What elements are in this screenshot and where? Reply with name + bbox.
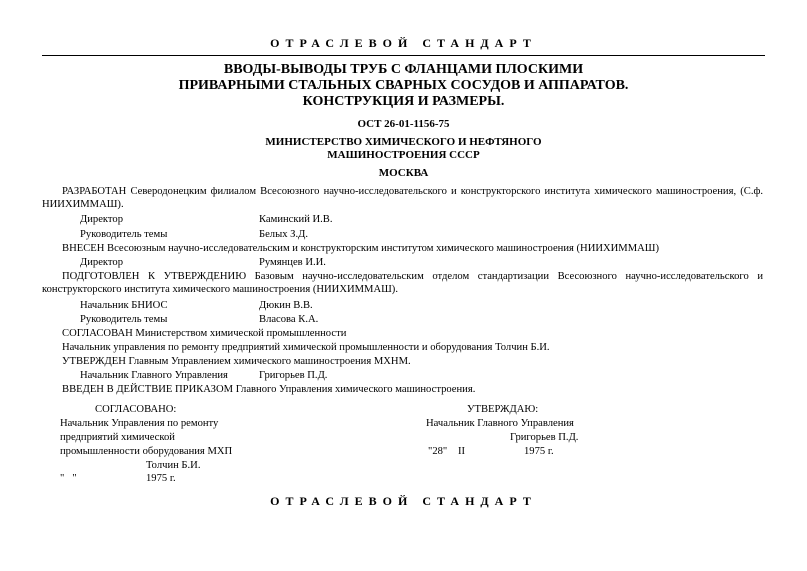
sign-right-date-day: "28" <box>428 446 448 457</box>
prepared-head-label: Начальник БНИОС <box>80 300 168 311</box>
sign-left-name: Толчин Б.И. <box>146 460 201 471</box>
approved-head-name: Григорьев П.Д. <box>259 370 328 381</box>
approved-text: УТВЕРЖДЕН Главным Управлением химического машиностроения МХНМ. <box>62 356 411 367</box>
introduced-director-label: Директор <box>80 257 123 268</box>
developed-director-label: Директор <box>80 214 123 225</box>
developed-text: РАЗРАБОТАН Северодонецким филиалом Всесоюзного научно-исследовательского и конструкторского института химического машиностроения, (С.ф. НИИХИММАШ). <box>42 186 763 210</box>
sign-left-line-1: Начальник Управления по ремонту <box>60 418 219 429</box>
sign-left-heading: СОГЛАСОВАНО: <box>95 404 177 415</box>
introduced-text: ВНЕСЕН Всесоюзным научно-исследовательским и конструкторским институтом химического машиностроения (НИИХИММАШ) <box>62 243 660 254</box>
developed-lead-name: Белых З.Д. <box>259 229 308 240</box>
city: МОСКВА <box>378 167 429 179</box>
prepared-head-name: Дюкин В.В. <box>259 300 313 311</box>
title-line-2: ПРИВАРНЫМИ СТАЛЬНЫХ СВАРНЫХ СОСУДОВ И АППАРАТОВ. <box>178 78 629 93</box>
sign-right-date-month: II <box>458 446 466 457</box>
prepared-lead-name: Власова К.А. <box>259 314 319 325</box>
title-line-1: ВВОДЫ-ВЫВОДЫ ТРУБ С ФЛАНЦАМИ ПЛОСКИМИ <box>223 62 584 77</box>
header-bottom: ОТРАСЛЕВОЙ СТАНДАРТ <box>270 494 537 508</box>
standard-code: ОСТ 26-01-1156-75 <box>357 118 450 130</box>
ministry-line-1: МИНИСТЕРСТВО ХИМИЧЕСКОГО И НЕФТЯНОГО <box>265 136 542 148</box>
sign-right-line-1: Начальник Главного Управления <box>426 418 574 429</box>
agreed-head-text: Начальник управления по ремонту предприятий химической промышленности и оборудования Толчин Б.И. <box>62 342 550 353</box>
sign-right-name: Григорьев П.Д. <box>510 432 579 443</box>
approved-head-label: Начальник Главного Управления <box>80 370 228 381</box>
sign-left-line-3: промышленности оборудования МХП <box>60 446 233 457</box>
sign-left-line-2: предприятий химической <box>60 432 175 443</box>
developed-lead-label: Руководитель темы <box>80 229 168 240</box>
sign-right-heading: УТВЕРЖДАЮ: <box>467 404 539 415</box>
ministry-line-2: МАШИНОСТРОЕНИЯ СССР <box>327 149 480 161</box>
enacted-text: ВВЕДЕН В ДЕЙСТВИЕ ПРИКАЗОМ Главного Управления химического машиностроения. <box>62 384 476 395</box>
sign-left-date-quotes: " " <box>60 473 77 484</box>
prepared-lead-label: Руководитель темы <box>80 314 168 325</box>
sign-right-date-year: 1975 г. <box>524 446 554 457</box>
header-top: ОТРАСЛЕВОЙ СТАНДАРТ <box>270 36 537 50</box>
sign-left-date-year: 1975 г. <box>146 473 176 484</box>
agreed-text: СОГЛАСОВАН Министерством химической промышленности <box>62 328 347 339</box>
introduced-director-name: Румянцев И.И. <box>259 257 326 268</box>
title-line-3: КОНСТРУКЦИЯ И РАЗМЕРЫ. <box>302 94 505 109</box>
prepared-text: ПОДГОТОВЛЕН К УТВЕРЖДЕНИЮ Базовым научно-исследовательским отделом стандартизации Всесоюзного научно-исследовательского и конструкторского института химического машиностроения (НИИХИММАШ). <box>42 271 763 295</box>
developed-director-name: Каминский И.В. <box>259 214 333 225</box>
header-rule <box>42 55 765 56</box>
